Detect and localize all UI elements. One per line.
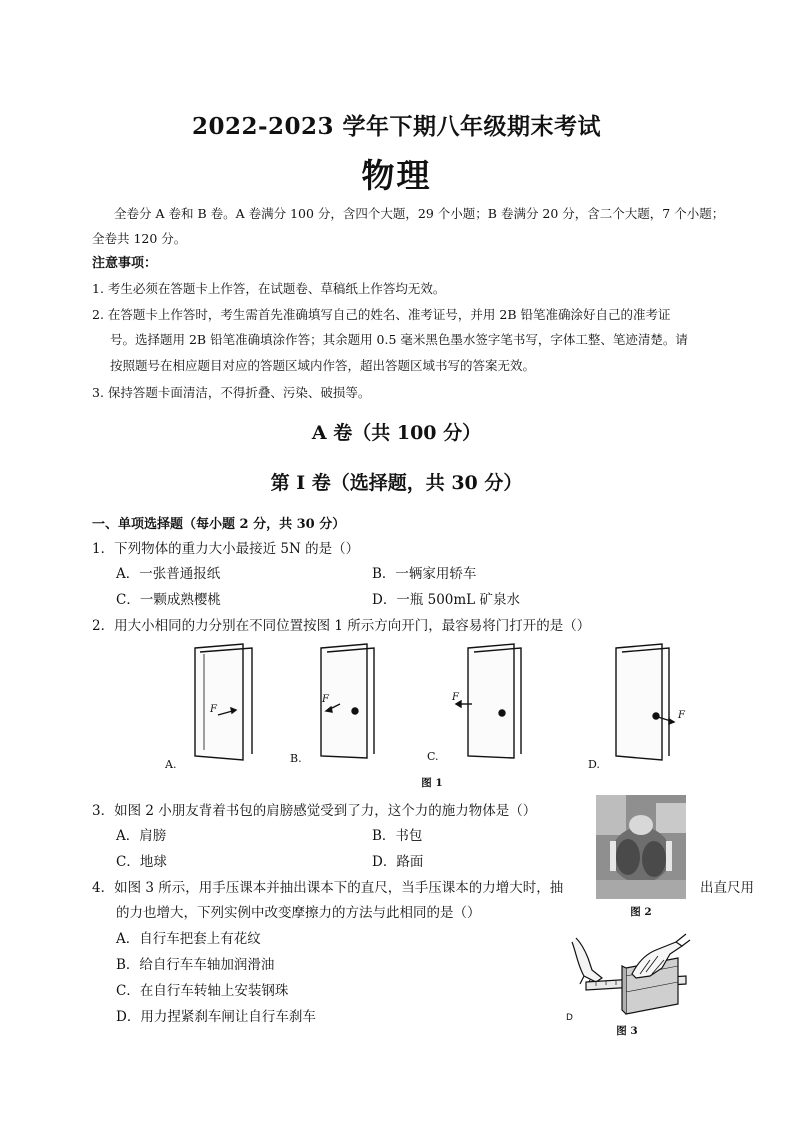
- q3-option-c: C．地球: [116, 854, 167, 870]
- q1-option-b: B．一辆家用轿车: [372, 566, 477, 582]
- q3-option-a: A．肩膀: [116, 828, 167, 844]
- q4-option-d: D．用力捏紧刹车闸让自行车刹车: [116, 1009, 316, 1025]
- note-2-line-2: 号。选择题用 2B 铅笔准确填涂作答；其余题用 0.5 毫米黑色墨水签字笔书写，字体工整、笔迹清楚。请: [110, 332, 688, 347]
- note-1: 1. 考生必须在答题卡上作答，在试题卷、草稿纸上作答均无效。: [92, 281, 446, 296]
- door-label-d: D.: [588, 758, 600, 771]
- door-d: [616, 644, 674, 760]
- door-label-c: C.: [427, 750, 439, 763]
- q3-option-d: D．路面: [372, 854, 424, 870]
- question-3-stem: 3．如图 2 小朋友背着书包的肩膀感觉受到了力，这个力的施力物体是（）: [92, 803, 537, 819]
- question-2-stem: 2．用大小相同的力分别在不同位置按图 1 所示方向开门，最容易将门打开的是（）: [92, 618, 591, 634]
- figure-2-caption: 图 2: [630, 906, 652, 918]
- question-4-stem-a: 4．如图 3 所示，用手压课本并抽出课本下的直尺，当手压课本的力增大时，抽: [92, 880, 564, 896]
- figure-1-caption: 图 1: [421, 777, 443, 789]
- note-2-line-1: 2. 在答题卡上作答时，考生需首先准确填写自己的姓名、准考证号，并用 2B 铅笔准确涂好自己的准考证: [92, 307, 671, 322]
- part-1-heading: 第 I 卷（选择题，共 30 分）: [270, 472, 523, 494]
- q1-option-a: A．一张普通报纸: [116, 566, 221, 582]
- note-3: 3. 保持答题卡面清洁，不得折叠、污染、破损等。: [92, 385, 371, 400]
- question-4-stem-b: 出直尺用: [700, 880, 754, 896]
- intro-line-2: 全卷共 120 分。: [92, 231, 187, 246]
- door-c-force-label: F: [452, 692, 459, 703]
- section-a-heading: A 卷（共 100 分）: [311, 422, 482, 444]
- q4-option-a: A．自行车把套上有花纹: [116, 931, 261, 947]
- q1-option-c: C．一颗成熟樱桃: [116, 592, 221, 608]
- door-c: [456, 644, 521, 758]
- figure-3-letter: D: [566, 1013, 573, 1023]
- figure-2-photo: [596, 795, 686, 899]
- intro-line-1: 全卷分 A 卷和 B 卷。A 卷满分 100 分，含四个大题，29 个小题；B 卷满分 20 分，含二个大题，7 个小题；: [114, 206, 725, 221]
- door-a: [195, 644, 252, 760]
- subject-title: 物理: [361, 156, 432, 195]
- q4-option-c: C．在自行车转轴上安装钢珠: [116, 983, 289, 999]
- figure-3-book-ruler: [566, 932, 692, 1024]
- figure-3-caption: 图 3: [616, 1025, 638, 1037]
- notes-heading: 注意事项：: [92, 256, 158, 271]
- door-label-b: B.: [290, 752, 302, 765]
- door-a-force-label: F: [210, 704, 217, 715]
- door-label-a: A.: [165, 758, 177, 771]
- question-1-stem: 1．下列物体的重力大小最接近 5N 的是（）: [92, 541, 360, 557]
- single-choice-heading: 一、单项选择题（每小题 2 分，共 30 分）: [92, 517, 346, 532]
- door-b-force-label: F: [322, 694, 329, 705]
- note-2-line-3: 按照题号在相应题目对应的答题区域内作答，超出答题区域书写的答案无效。: [110, 358, 536, 373]
- exam-title: 2022-2023 学年下期八年级期末考试: [191, 113, 602, 140]
- q3-option-b: B．书包: [372, 828, 423, 844]
- q1-option-d: D．一瓶 500mL 矿泉水: [372, 592, 520, 608]
- door-d-force-label: F: [678, 710, 685, 721]
- figure-1-doors: [160, 638, 720, 778]
- q4-option-b: B．给自行车车轴加润滑油: [116, 957, 275, 973]
- question-4-stem-c: 的力也增大，下列实例中改变摩擦力的方法与此相同的是（）: [116, 905, 481, 921]
